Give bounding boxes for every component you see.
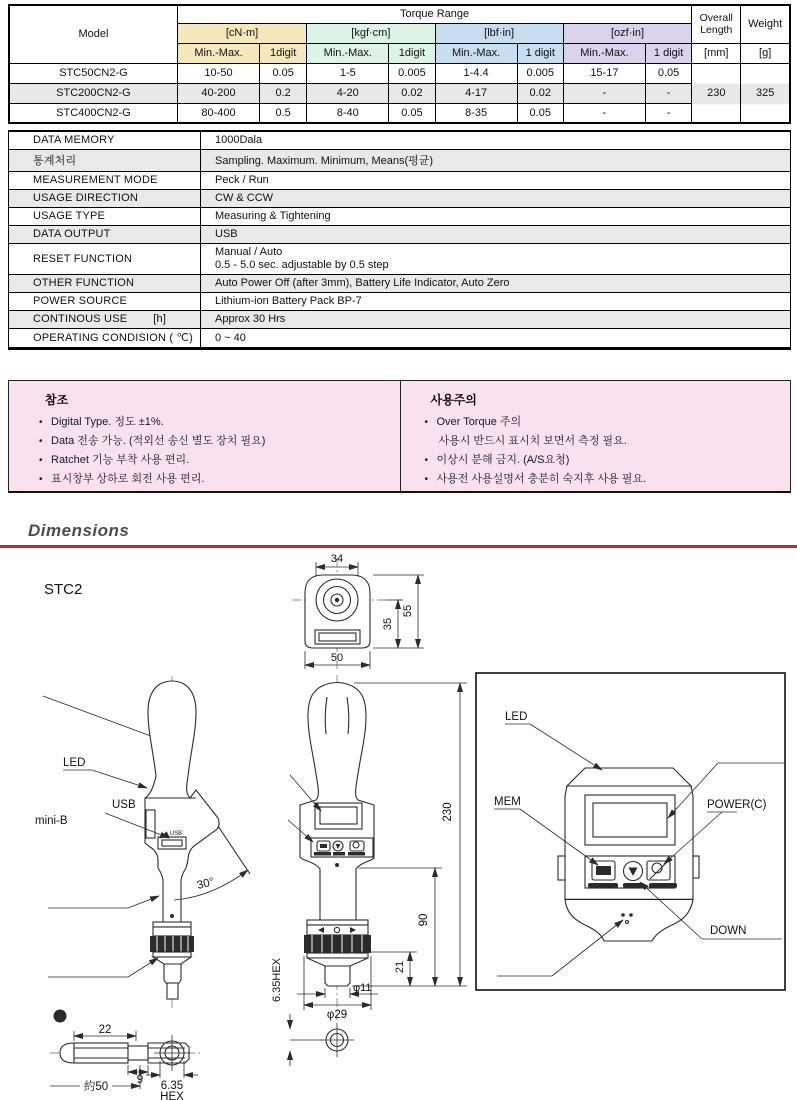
usb-port-text: USB bbox=[169, 831, 183, 837]
dim-50: 50 bbox=[330, 652, 344, 664]
digit-header: 1digit bbox=[260, 43, 307, 63]
note-item: • Data 전송 가능. (적외선 송신 별도 장치 필요) bbox=[39, 432, 394, 451]
spec-label: RESET FUNCTION bbox=[9, 244, 201, 275]
spec-row bbox=[9, 150, 791, 172]
note-item: • Digital Type. 정도 ±1%. bbox=[39, 413, 394, 432]
dim-9: 9 bbox=[136, 1074, 144, 1086]
torque-range-title: Torque Range bbox=[177, 5, 691, 23]
note-item-continuation: 사용시 반드시 표시치 보면서 측정 필요. bbox=[438, 435, 627, 447]
notes-caution-column bbox=[400, 381, 791, 491]
spec-row bbox=[9, 311, 791, 329]
torque-range-table bbox=[8, 4, 791, 124]
note-item: • 이상시 분해 금지. (A/S요청) bbox=[425, 451, 785, 470]
unit-kgfcm: [kgf·cm] bbox=[307, 23, 435, 43]
torque-cell: - bbox=[563, 103, 645, 123]
spec-value: 0 ~ 40 bbox=[201, 329, 791, 349]
torque-cell: - bbox=[645, 103, 691, 123]
torque-cell: 1-4.4 bbox=[435, 63, 517, 83]
spec-row bbox=[9, 226, 791, 244]
minmax-header: Min.-Max. bbox=[563, 43, 645, 63]
minmax-header: Min.-Max. bbox=[435, 43, 517, 63]
spec-label: MEASUREMENT MODE bbox=[9, 172, 201, 190]
model-name: STC50CN2-G bbox=[9, 63, 177, 83]
model-name: STC400CN2-G bbox=[9, 103, 177, 123]
spec-value: Lithium-ion Battery Pack BP-7 bbox=[201, 293, 791, 311]
spec-row bbox=[9, 131, 791, 150]
spec-value bbox=[201, 244, 791, 275]
spec-value: Approx 30 Hrs bbox=[201, 311, 791, 329]
torque-cell: 0.05 bbox=[260, 63, 307, 83]
spec-label-unit: [h] bbox=[153, 313, 167, 325]
spec-value: Auto Power Off (after 3mm), Battery Life Indicator, Auto Zero bbox=[201, 275, 791, 293]
torque-cell: 8-35 bbox=[435, 103, 517, 123]
dim-total-length: 約50 bbox=[83, 1081, 109, 1093]
torque-cell: 4-17 bbox=[435, 83, 517, 103]
dim-230: 230 bbox=[442, 802, 454, 822]
spec-value: Sampling. Maximum. Minimum, Means(평균) bbox=[201, 150, 791, 172]
dim-635hex: 6.35HEX bbox=[271, 957, 283, 1003]
spec-row bbox=[9, 329, 791, 349]
spec-value-line1: Manual / Auto bbox=[215, 246, 283, 258]
dim-34: 34 bbox=[330, 553, 344, 565]
torque-cell: - bbox=[645, 83, 691, 103]
minmax-header: Min.-Max. bbox=[307, 43, 389, 63]
dim-hex-635: 6.35 bbox=[160, 1080, 184, 1092]
torque-cell: - bbox=[563, 83, 645, 103]
spec-row bbox=[9, 208, 791, 226]
spec-label: DATA OUTPUT bbox=[9, 226, 201, 244]
spec-label: POWER SOURCE bbox=[9, 293, 201, 311]
overall-length-value: 230 bbox=[692, 63, 741, 123]
torque-cell: 0.05 bbox=[389, 103, 435, 123]
spec-row bbox=[9, 275, 791, 293]
spec-table bbox=[8, 130, 791, 350]
note-item: • 표시창부 상하로 회전 사용 편리. bbox=[39, 470, 394, 489]
bit-view bbox=[50, 1010, 200, 1100]
weight-unit: [g] bbox=[741, 43, 790, 63]
dimension-drawing bbox=[0, 548, 797, 1100]
model-header: Model bbox=[9, 5, 177, 63]
torque-cell: 0.005 bbox=[389, 63, 435, 83]
unit-ozfin: [ozf·in] bbox=[563, 23, 691, 43]
spec-value: CW & CCW bbox=[201, 190, 791, 208]
note-item: • Ratchet 기능 부착 사용 편리. bbox=[39, 451, 394, 470]
detail-down-label: DOWN bbox=[710, 925, 747, 937]
detail-power-label: POWER(C) bbox=[707, 799, 767, 811]
usb-label-line2: mini-B bbox=[35, 815, 68, 827]
model-name: STC200CN2-G bbox=[9, 83, 177, 103]
spec-value-line2: 0.5 - 5.0 sec. adjustable by 0.5 step bbox=[215, 259, 389, 271]
dim-phi11: φ11 bbox=[353, 982, 372, 994]
dim-hex-label: HEX bbox=[160, 1091, 184, 1100]
dimensions-heading: Dimensions bbox=[28, 521, 130, 540]
torque-cell: 0.05 bbox=[517, 103, 563, 123]
torque-cell: 8-40 bbox=[307, 103, 389, 123]
spec-row bbox=[9, 190, 791, 208]
spec-label: OTHER FUNCTION bbox=[9, 275, 201, 293]
torque-cell: 40-200 bbox=[177, 83, 259, 103]
torque-cell: 0.5 bbox=[260, 103, 307, 123]
overall-length-unit: [mm] bbox=[692, 43, 741, 63]
drawing-model-label: STC2 bbox=[44, 581, 83, 598]
digit-header: 1 digit bbox=[517, 43, 563, 63]
front-view bbox=[271, 675, 467, 1066]
top-view bbox=[292, 553, 424, 670]
dim-21: 21 bbox=[394, 960, 406, 974]
torque-cell: 1-5 bbox=[307, 63, 389, 83]
overall-length-header: Overall Length bbox=[692, 5, 741, 43]
bullet-marker bbox=[54, 1010, 67, 1023]
spec-label: 통계처리 bbox=[9, 150, 201, 172]
torque-cell: 4-20 bbox=[307, 83, 389, 103]
spec-label: OPERATING CONDISION ( ℃) bbox=[9, 329, 201, 349]
dim-22: 22 bbox=[98, 1024, 112, 1036]
torque-cell: 0.02 bbox=[389, 83, 435, 103]
minmax-header: Min.-Max. bbox=[177, 43, 259, 63]
unit-cnm: [cN·m] bbox=[177, 23, 306, 43]
notes-right-title: 사용주의 bbox=[430, 393, 477, 407]
side-view bbox=[35, 676, 250, 1010]
notes-left-title: 참조 bbox=[45, 393, 69, 407]
notes-box bbox=[8, 380, 791, 493]
usb-label-line1: USB bbox=[112, 799, 136, 811]
dim-phi29: φ29 bbox=[326, 1009, 348, 1021]
spec-label: USAGE TYPE bbox=[9, 208, 201, 226]
dim-90: 90 bbox=[418, 913, 430, 927]
note-item: • 사용전 사용설명서 충분히 숙지후 사용 필요. bbox=[425, 470, 785, 489]
notes-reference-column bbox=[9, 381, 400, 491]
torque-cell: 0.2 bbox=[260, 83, 307, 103]
torque-cell: 80-400 bbox=[177, 103, 259, 123]
led-label: LED bbox=[63, 757, 86, 769]
dim-35: 35 bbox=[382, 617, 394, 631]
torque-cell: 0.05 bbox=[645, 63, 691, 83]
spec-label: DATA MEMORY bbox=[33, 134, 115, 146]
spec-row bbox=[9, 293, 791, 311]
angle-30-label: 30° bbox=[195, 876, 216, 892]
torque-cell: 10-50 bbox=[177, 63, 259, 83]
spec-value: 1000Dala bbox=[201, 131, 791, 150]
torque-cell: 15-17 bbox=[563, 63, 645, 83]
spec-value: Peck / Run bbox=[201, 172, 791, 190]
spec-label: USAGE DIRECTION bbox=[9, 190, 201, 208]
note-item: • Over Torque 주의 사용시 반드시 표시치 보면서 측정 필요. bbox=[425, 413, 785, 451]
torque-cell: 0.005 bbox=[517, 63, 563, 83]
detail-view bbox=[476, 673, 785, 990]
weight-value: 325 bbox=[741, 63, 790, 123]
torque-cell: 0.02 bbox=[517, 83, 563, 103]
unit-lbfin: [lbf·in] bbox=[435, 23, 563, 43]
digit-header: 1digit bbox=[389, 43, 435, 63]
detail-led-label: LED bbox=[505, 711, 528, 723]
spec-label: CONTINOUS USE [h] bbox=[9, 311, 201, 329]
spec-row bbox=[9, 172, 791, 190]
digit-header: 1 digit bbox=[645, 43, 691, 63]
spec-value: USB bbox=[201, 226, 791, 244]
weight-header: Weight bbox=[741, 5, 790, 43]
spec-value: Measuring & Tightening bbox=[201, 208, 791, 226]
dim-55: 55 bbox=[402, 604, 414, 618]
detail-mem-label: MEM bbox=[494, 796, 521, 808]
spec-row bbox=[9, 244, 791, 275]
